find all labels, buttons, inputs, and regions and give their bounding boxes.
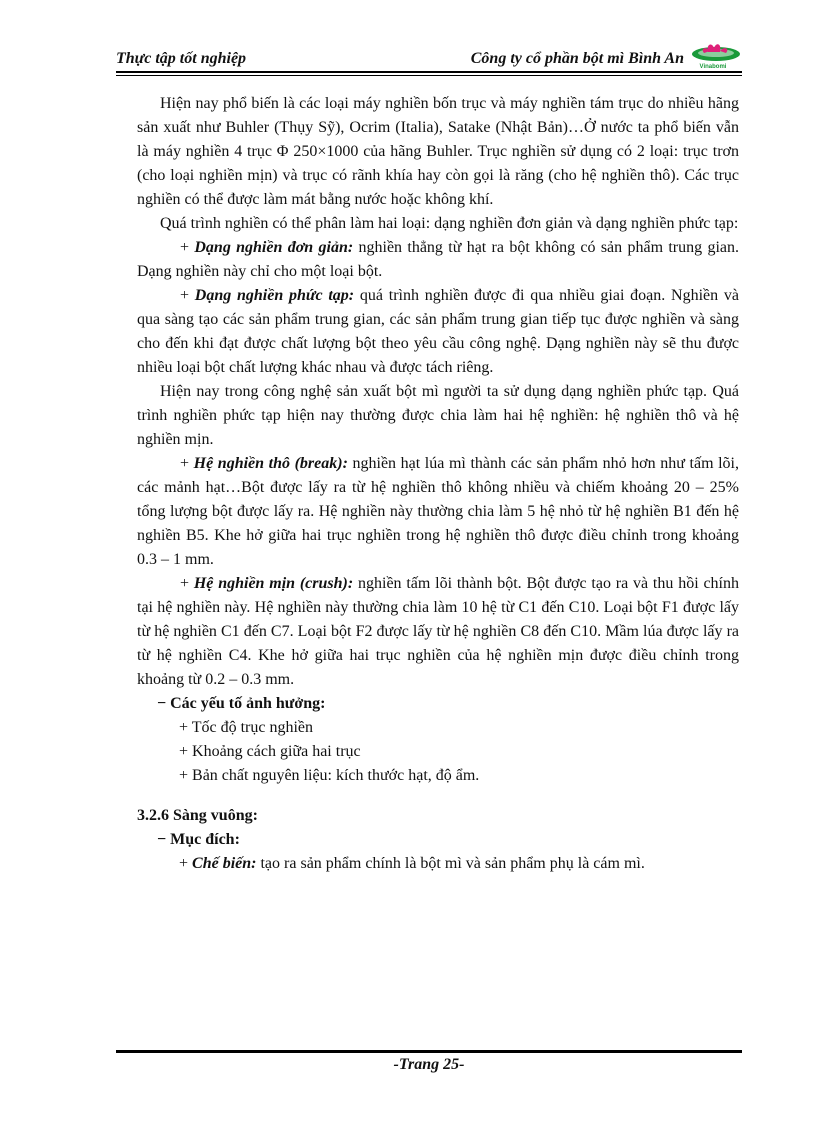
page-header bbox=[116, 40, 742, 70]
paragraph-milling-systems: Hiện nay trong công nghệ sản xuất bột mì người ta sử dụng dạng nghiền phức tạp. Quá trình nghiền phức tạp hiện nay thường được chia làm hai hệ nghiền: hệ nghiền thô và hệ nghiền mịn. bbox=[137, 383, 739, 448]
term-break-system: Hệ nghiền thô (break): bbox=[193, 455, 348, 472]
purpose-heading: − Mục đích: bbox=[157, 831, 240, 848]
paragraph-simple-milling: + Dạng nghiền đơn giản: nghiền thẳng từ hạt ra bột không có sản phẩm trung gian. Dạng nghiền này chỉ cho một loại bột. bbox=[137, 239, 739, 280]
factors-heading: − Các yếu tố ảnh hưởng: bbox=[157, 695, 326, 712]
term-complex-milling: Dạng nghiền phức tạp: bbox=[194, 287, 355, 304]
factor-item: + Tốc độ trục nghiền bbox=[179, 719, 314, 736]
section-title: 3.2.6 Sàng vuông: bbox=[137, 807, 258, 824]
factor-item: + Khoảng cách giữa hai trục bbox=[179, 743, 361, 760]
page-number: -Trang 25- bbox=[393, 1056, 465, 1073]
factor-item: + Bản chất nguyên liệu: kích thước hạt, độ ẩm. bbox=[179, 767, 480, 784]
logo-text: Vinabomi bbox=[699, 64, 727, 70]
paragraph-complex-milling: + Dạng nghiền phức tạp: quá trình nghiền được đi qua nhiều giai đoạn. Nghiền và qua sàng tạo các sản phẩm trung gian, các sản phẩm trung gian tiếp tục được nghiền và sàng cho đến khi đạt được chất lượng bột theo yêu cầu công nghệ. Dạng nghiền này sẽ thu được nhiều loại bột chất lượng khác nhau và được tách riêng. bbox=[137, 287, 739, 376]
paragraph-milling-types: Quá trình nghiền có thể phân làm hai loại: dạng nghiền đơn giản và dạng nghiền phức tạp: bbox=[160, 215, 739, 232]
vinabomi-logo bbox=[686, 40, 742, 70]
paragraph-roller-mills: Hiện nay phổ biến là các loại máy nghiền bốn trục và máy nghiền tám trục do nhiều hãng sản xuất như Buhler (Thụy Sỹ), Ocrim (Italia), Satake (Nhật Bản)…Ở nước ta phổ biến vẫn là máy nghiền 4 trục Φ 250×1000 của hãng Buhler. Trục nghiền sử dụng có 2 loại: trục trơn (cho loại nghiền mịn) và trục có rãnh khía hay còn gọi là răng (cho hệ nghiền thô). Các trục nghiền có thể được làm mát bằng nước hoặc không khí. bbox=[137, 95, 739, 208]
purpose-item: + Chế biến: tạo ra sản phẩm chính là bột mì và sản phẩm phụ là cám mì. bbox=[179, 855, 645, 872]
footer-rule bbox=[116, 1050, 742, 1053]
term-processing: Chế biến: bbox=[192, 855, 257, 872]
header-left-title: Thực tập tốt nghiệp bbox=[116, 50, 247, 67]
term-simple-milling: Dạng nghiền đơn giản: bbox=[194, 239, 354, 256]
page-content bbox=[137, 92, 739, 876]
header-company-name: Công ty cổ phần bột mì Bình An bbox=[470, 50, 684, 67]
header-rule bbox=[116, 71, 742, 76]
paragraph-crush-system: + Hệ nghiền mịn (crush): nghiền tấm lõi thành bột. Bột được tạo ra và thu hồi chính tại hệ nghiền này. Hệ nghiền này thường chia làm 10 hệ từ C1 đến C10. Loại bột F1 được lấy từ hệ nghiền C1 đến C7. Loại bột F2 được lấy từ hệ nghiền C8 đến C10. Mầm lúa được lấy ra từ hệ nghiền C4. Khe hở giữa hai trục nghiền của hệ nghiền mịn được điều chỉnh trong khoảng từ 0.2 – 0.3 mm. bbox=[137, 575, 739, 688]
term-crush-system: Hệ nghiền mịn (crush): bbox=[193, 575, 354, 592]
paragraph-break-system: + Hệ nghiền thô (break): nghiền hạt lúa mì thành các sản phẩm nhỏ hơn như tấm lõi, các mảnh hạt…Bột được lấy ra từ hệ nghiền thô không nhiều và chiếm khoảng 20 – 25% tổng lượng bột được lấy ra. Hệ nghiền này thường chia làm 5 hệ nhỏ từ hệ nghiền B1 đến hệ nghiền B5. Khe hở giữa hai trục nghiền trong hệ nghiền thô được điều chỉnh trong khoảng 0.3 – 1 mm. bbox=[137, 455, 740, 568]
